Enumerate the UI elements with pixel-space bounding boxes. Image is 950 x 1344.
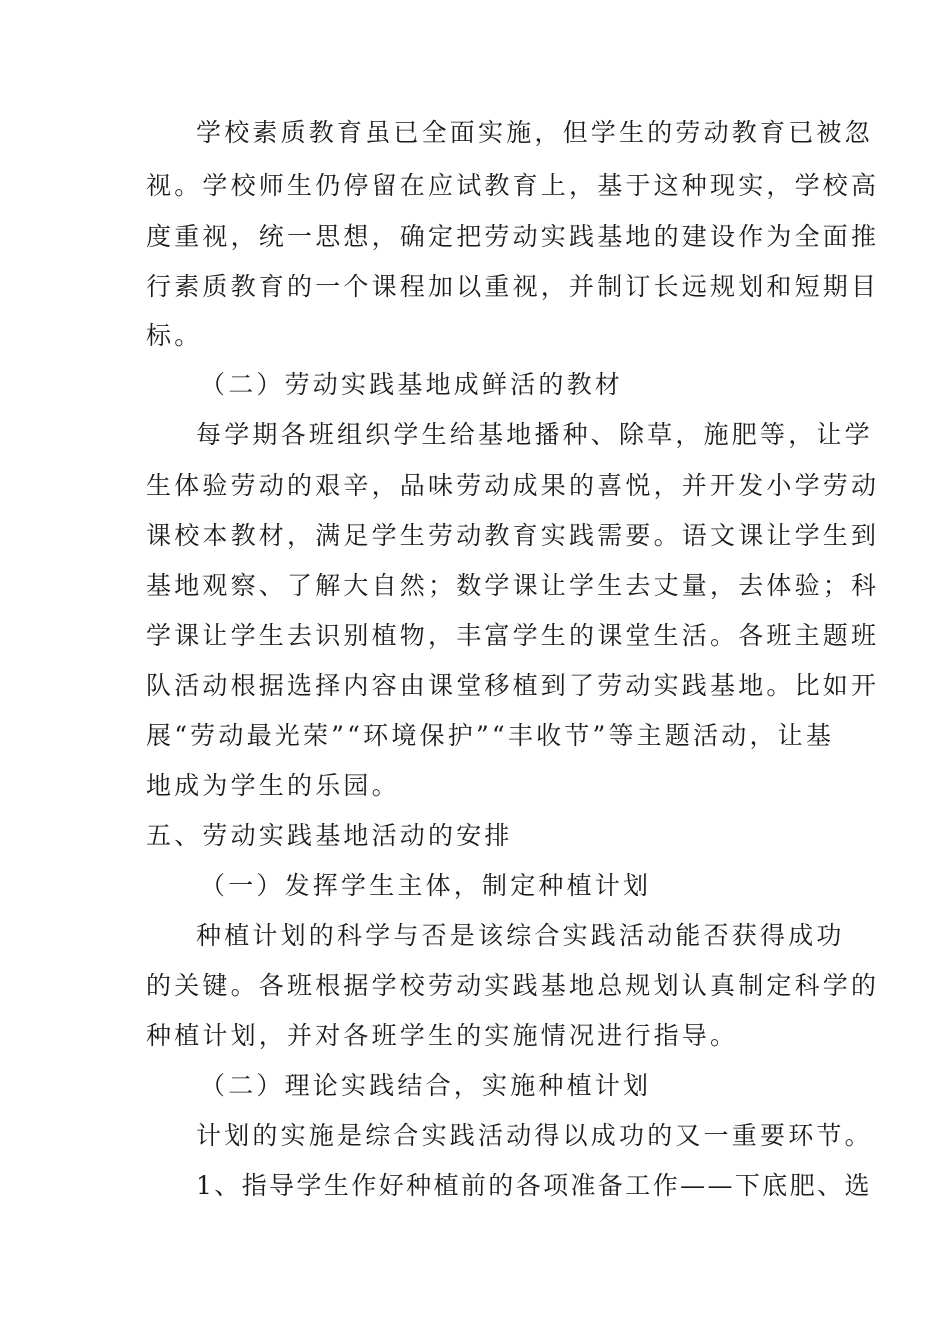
paragraph-line: 种植计划，并对各班学生的实施情况进行指导。 [146,1021,739,1050]
paragraph-line: 度重视，统一思想，确定把劳动实践基地的建设作为全面推 [146,222,880,251]
paragraph-line: 每学期各班组织学生给基地播种、除草，施肥等，让学 [196,420,873,449]
paragraph-line: 行素质教育的一个课程加以重视，并制订长远规划和短期目 [146,272,880,301]
paragraph-line: 1、指导学生作好种植前的各项准备工作——下底肥、选 [196,1171,872,1200]
paragraph-line: 计划的实施是综合实践活动得以成功的又一重要环节。 [196,1121,873,1150]
paragraph-line: 学校素质教育虽已全面实施，但学生的劳动教育已被忽 [196,118,873,147]
paragraph-line: 的关键。各班根据学校劳动实践基地总规划认真制定科学的 [146,971,880,1000]
paragraph-line: 队活动根据选择内容由课堂移植到了劳动实践基地。比如开 [146,671,880,700]
paragraph-line: 基地观察、了解大自然；数学课让学生去丈量，去体验；科 [146,571,880,600]
paragraph-line: 标。 [146,321,203,350]
paragraph-line: 课校本教材，满足学生劳动教育实践需要。语文课让学生到 [146,521,880,550]
section-heading: 五、劳动实践基地活动的安排 [146,821,513,850]
paragraph-line: 种植计划的科学与否是该综合实践活动能否获得成功 [196,921,845,950]
paragraph-line: 展“劳动最光荣”“环境保护”“丰收节”等主题活动，让基 [146,721,835,750]
paragraph-line: 视。学校师生仍停留在应试教育上，基于这种现实，学校高 [146,171,880,200]
subsection-heading: （二）理论实践结合，实施种植计划 [200,1071,652,1100]
subsection-heading: （一）发挥学生主体，制定种植计划 [200,871,652,900]
paragraph-line: 生体验劳动的艰辛，品味劳动成果的喜悦，并开发小学劳动 [146,471,880,500]
section-heading: （二）劳动实践基地成鲜活的教材 [200,370,624,399]
paragraph-line: 地成为学生的乐园。 [146,771,400,800]
paragraph-line: 学课让学生去识别植物，丰富学生的课堂生活。各班主题班 [146,621,880,650]
